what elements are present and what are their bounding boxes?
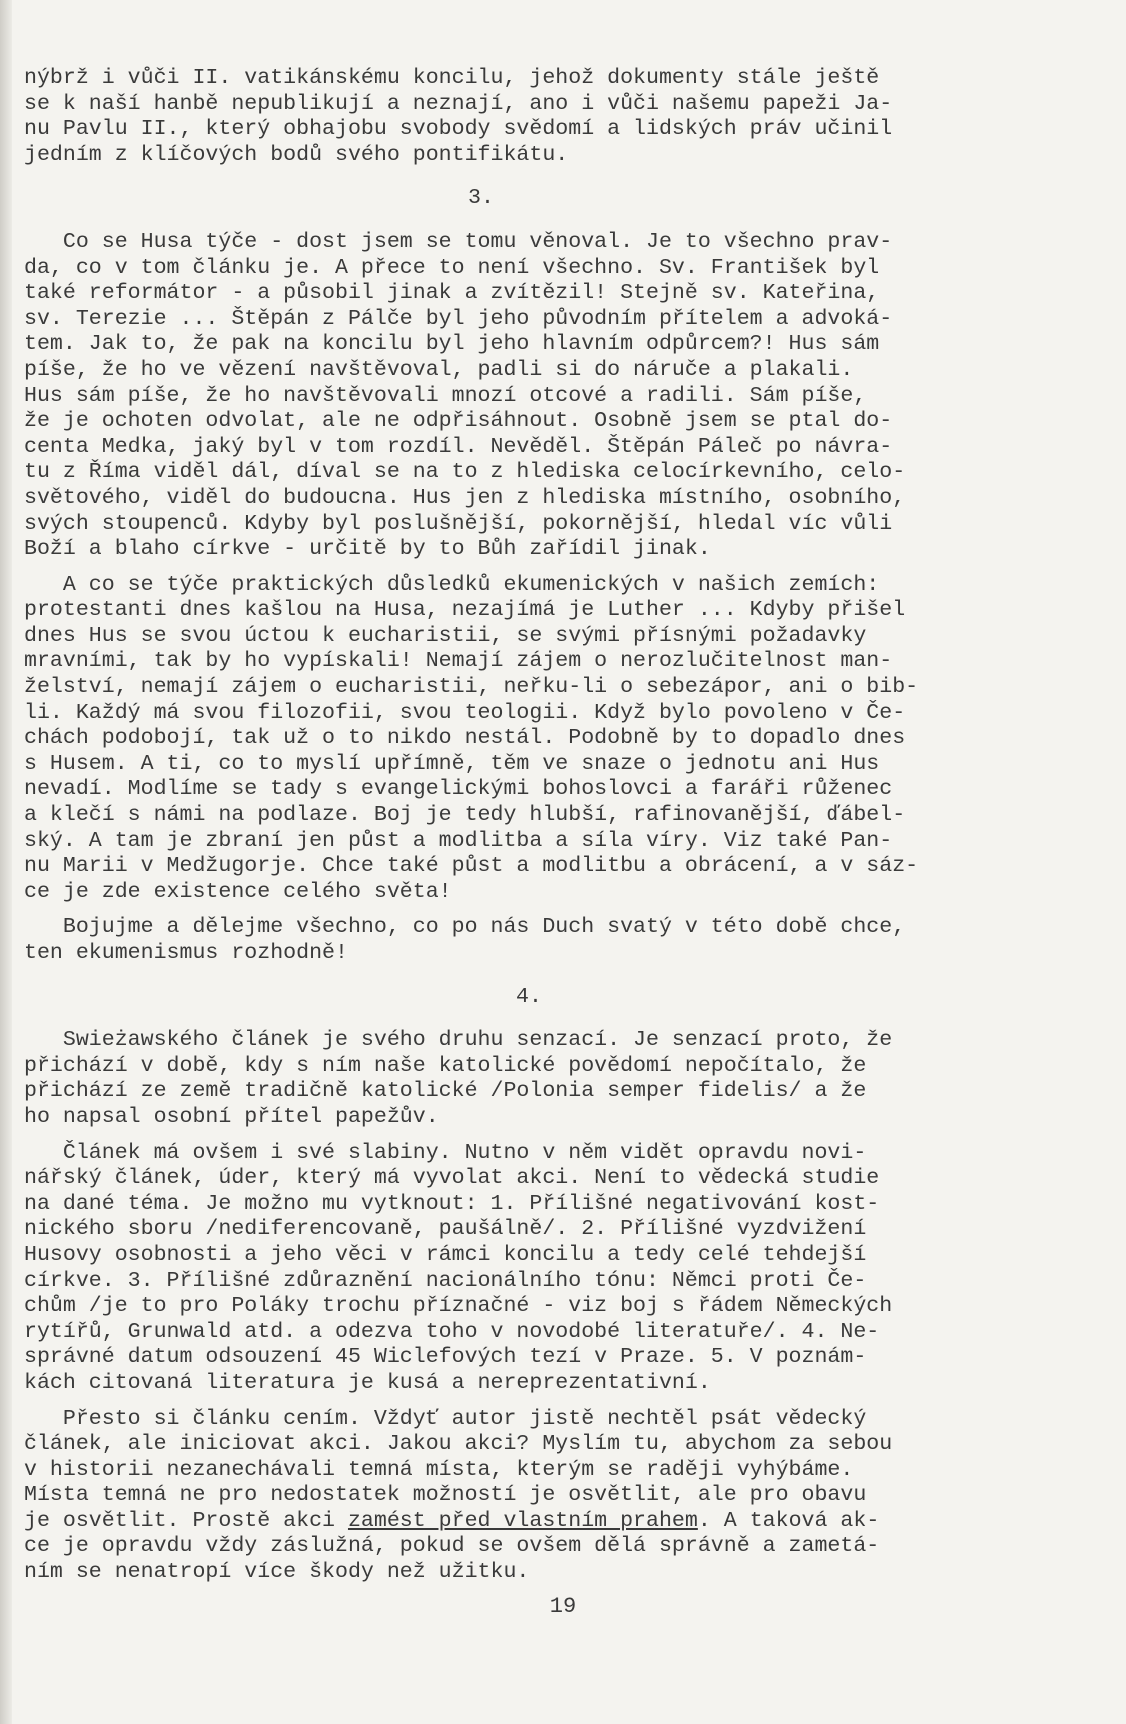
section-heading-4: 4. xyxy=(516,984,542,1009)
paragraph-hus: Co se Husa týče - dost jsem se tomu věnoval. Je to všechno prav- da, co v tom článku je. A přece to není všechno. Sv. František byl také reformátor - a působil jinak a zvítězil! Stejně sv. Kateřina, sv. Terezie ... Štěpán z Pálče byl jeho původním přítelem a advoká- tem. Jak to, že pak na koncilu byl jeho hlavním odpůrcem?! Hus sám píše, že ho ve vězení navštěvoval, padli si do náruče a plakali. Hus sám píše, že ho navštěvovali mnozí otcové a radili. Sám píše, že je ochoten odvolat, ale ne odpřisáhnout. Osobně jsem se ptal do- centa Medka, jaký byl v tom rozdíl. Nevěděl. Štěpán Páleč po návra- tu z Říma viděl dál, díval se na to z hlediska celocírkevního, celo- světového, viděl do budoucna. Hus jen z hlediska místního, osobního, svých stoupenců. Kdyby byl poslušnější, pokornější, hledal víc vůli Boží a blaho církve - určitě by to Bůh zařídil jinak. xyxy=(24,229,906,562)
page-number: 19 xyxy=(549,1594,577,1619)
conclusion-text-a: Přesto si článku cením. Vždyť autor jistě nechtěl psát vědecký článek, ale iniciovat akci. Jakou akci? Myslím tu, abychom za sebou v historii nezanechávali temná místa, kterým se raději vyhýbáme. Místa temná ne pro nedostatek možností je osvětlit, ale pro obavu je osvětlit. Prostě akci xyxy=(24,1406,893,1533)
section-heading-3: 3. xyxy=(468,186,494,211)
paragraph-ecumenical: A co se týče praktických důsledků ekumenických v našich zemích: protestanti dnes kašlou na Husa, nezajímá je Luther ... Kdyby přišel dnes Hus se svou úctou k eucharistii, se svými přísnými požadavky mravními, tak by ho vypískali! Nemají zájem o nerozlučitelnost man- želství, nemají zájem o eucharistii, neřku-li o sebezápor, ani o bib- li. Každý má svou filozofii, svou teologii. Když bylo povoleno v Če- chách podobojí, tak už o to nikdo nestál. Podobně by to dopadlo dnes s Husem. A ti, co to myslí upřímně, těm ve snaze o jednotu ani Hus nevadí. Modlíme se tady s evangelickými bohoslovci a faráři růženec a klečí s námi na podlaze. Boj je tedy hlubší, rafinovanější, ďábel- ský. A tam je zbraní jen půst a modlitba a síla víry. Viz také Pan- nu Marii v Medžugorje. Chce také půst a modlitbu a obrácení, a v sáz- ce je zde existence celého světa! xyxy=(24,572,919,904)
conclusion-text-b: . A taková ak- ce je opravdu vždy záslužná, pokud se ovšem dělá správně a zametá- ním se nenatropí více škody než užitku. xyxy=(24,1508,880,1585)
page-left-shadow xyxy=(0,0,12,1724)
paragraph-intro: nýbrž i vůči II. vatikánskému koncilu, jehož dokumenty stále ještě se k naší hanbě nepublikují a neznají, ano i vůči našemu papeži Ja- nu Pavlu II., který obhajobu svobody svědomí a lidských práv učinil jedním z klíčových bodů svého pontifikátu. xyxy=(24,66,893,167)
paragraph-struggle: Bojujme a dělejme všechno, co po nás Duch svatý v této době chce, ten ekumenismus rozhodně! xyxy=(24,915,906,965)
paragraph-weaknesses: Článek má ovšem i své slabiny. Nutno v něm vidět opravdu novi- nářský článek, úder, který má vyvolat akci. Není to vědecká studie na dané téma. Je možno mu vytknout: 1. Přílišné negativování kost- nického sboru /nediferencovaně, paušálně/. 2. Přílišné vyzdvižení Husovy osobnosti a jeho věci v rámci koncilu a tedy celé tehdejší církve. 3. Přílišné zdůraznění nacionálního tónu: Němci proti Če- chům /je to pro Poláky trochu příznačné - viz boj s řádem Německých rytířů, Grunwald atd. a odezva toho v novodobé literatuře/. 4. Ne- správné datum odsouzení 45 Wiclefových tezí v Praze. 5. V poznám- kách citovaná literatura je kusá a nereprezentativní. xyxy=(24,1140,893,1395)
paragraph-conclusion xyxy=(24,1407,1080,1586)
conclusion-underlined-phrase: zamést před vlastním prahem xyxy=(347,1508,698,1533)
paragraph-swiezawski: Swieżawského článek je svého druhu senzací. Je senzací proto, že přichází v době, kdy s ním naše katolické povědomí nepočítalo, že přichází ze země tradičně katolické /Polonia semper fidelis/ a že ho napsal osobní přítel papežův. xyxy=(24,1028,893,1129)
document-page xyxy=(24,66,1080,1586)
